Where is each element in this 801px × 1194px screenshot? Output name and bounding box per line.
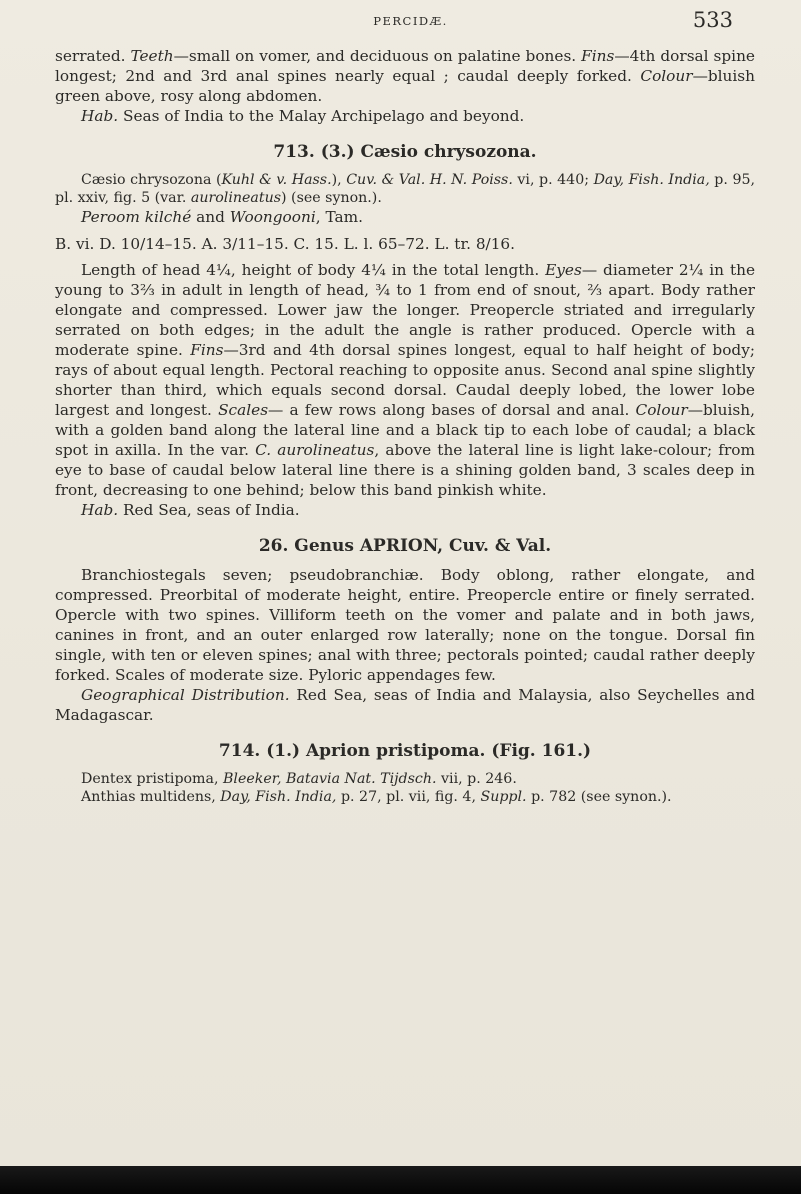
intro-text-3: —4th dorsal spine longest; 2nd and 3rd anal spines nearly equal ; caudal deeply forked. — [55, 47, 755, 85]
geo-text: Red Sea, seas of India and Malaysia, also Seychelles and Madagascar. — [55, 686, 755, 724]
hab-text: Seas of India to the Malay Archipelago and beyond. — [118, 107, 525, 125]
vernacular-name-2: Woongooni — [229, 208, 316, 226]
species-714-title: 714. (1.) Aprion pristipoma. (Fig. 161.) — [218, 741, 592, 761]
synonym-714-2-page: p. 27, pl. vii, fig. 4, — [336, 789, 481, 805]
page-body — [55, 46, 755, 806]
vernacular-language: , Tam. — [315, 208, 363, 226]
desc-length: Length of head 4¼, height of body 4¼ in the total length. — [81, 261, 546, 279]
synonym-2-page: p. 95, pl. xxiv, fig. 5 (var. — [55, 172, 756, 206]
hab-text-2: Red Sea, seas of India. — [118, 501, 300, 519]
variety-name: C. aurolineatus — [255, 441, 375, 459]
continuation-paragraph — [55, 46, 755, 106]
desc-body: — diameter 2¼ in the young to 3⅔ in adult in length of head, ¾ to 1 from end of snout, ⅔ apart. Body rather elongate and compressed. Lower jaw the longer. Preopercle striated and irregularly serrated on both edges; in the adult the angle is rather produced. Opercle with a moderate spine. — [55, 261, 755, 359]
synonym-2-variety: aurolineatus — [190, 190, 281, 206]
geo-label: Geographical Distribution. — [81, 686, 290, 704]
fins-label-2: Fins — [190, 341, 224, 359]
vernacular-names — [55, 207, 755, 227]
eyes-label: Eyes — [545, 261, 582, 279]
bottom-scan-edge — [0, 1166, 801, 1194]
species-713-title: 713. (3.) Cæsio chrysozona. — [273, 142, 537, 162]
hab-label-2: Hab. — [81, 501, 119, 519]
vernacular-and: and — [191, 208, 230, 226]
synonym-1-name: Cæsio chrysozona ( — [81, 172, 222, 188]
page-number: 533 — [692, 8, 733, 32]
synonym-714-2-reference: Day, Fish. India, — [220, 789, 337, 805]
fins-label: Fins — [581, 47, 615, 65]
synonym-714-1 — [55, 770, 755, 788]
synonym-714-1-reference: Bleeker, Batavia Nat. Tijdsch. — [223, 771, 437, 787]
synonym-714-1-name: Dentex pristipoma, — [81, 771, 223, 787]
fin-formula: B. vi. D. 10/14–15. A. 3/11–15. C. 15. L. l. 65–72. L. tr. 8/16. — [55, 235, 516, 253]
scales-label: Scales — [218, 401, 269, 419]
desc-fins: —3rd and 4th dorsal spines longest, equal to half height of body; rays of about equal length. Pectoral reaching to opposite anus. Second anal spine slightly shorter than third, which equals second dorsal. Caudal deeply lobed, the lower lobe largest and longest. — [55, 341, 755, 419]
synonym-1-author: Kuhl & v. Hass. — [221, 172, 332, 188]
desc-variety: , above the lateral line is light lake-colour; from eye to base of caudal below lateral line there is a shining golden band, 3 scales deep in front, decreasing to one behind; below this band pinkish white. — [55, 441, 755, 499]
synonym-2-end: ) (see synon.). — [281, 190, 382, 206]
intro-text-2: —small on vomer, and deciduous on palatine bones. — [173, 47, 582, 65]
synonym-714-2-end: p. 782 (see synon.). — [526, 789, 672, 805]
geographical-distribution — [55, 685, 755, 725]
synonym-1 — [55, 171, 755, 207]
page-header — [60, 8, 761, 38]
synonym-1-page: vi, p. 440; — [512, 172, 594, 188]
intro-text-1: serrated. — [55, 47, 131, 65]
intro-text-4: —bluish green above, rosy along abdomen. — [55, 67, 755, 105]
hab-label: Hab. — [81, 107, 119, 125]
colour-label-2: Colour — [635, 401, 688, 419]
species-713-description — [55, 260, 755, 500]
synonym-2-reference: Day, Fish. India, — [593, 172, 710, 188]
colour-label: Colour — [640, 67, 693, 85]
desc-colour: —bluish, with a golden band along the lateral line and a black tip to each lobe of caudal; a black spot in axilla. In the var. — [55, 401, 755, 459]
desc-scales: — a few rows along bases of dorsal and anal. — [268, 401, 636, 419]
synonym-1-reference: Cuv. & Val. H. N. Poiss. — [346, 172, 513, 188]
genus-26-title: 26. Genus APRION, Cuv. & Val. — [258, 536, 552, 556]
habitat-713 — [55, 500, 755, 520]
synonym-714-2 — [55, 788, 755, 806]
synonym-714-2-name: Anthias multidens, — [81, 789, 221, 805]
synonym-714-1-page: vii, p. 246. — [436, 771, 517, 787]
teeth-label: Teeth — [130, 47, 174, 65]
vernacular-name-1: Peroom kilché — [81, 208, 192, 226]
genus-description: Branchiostegals seven; pseudobranchiæ. Body oblong, rather elongate, and compressed. Preorbital of moderate height, entire. Preopercle entire or finely serrated. Opercle with two spines. Villiform teeth on the vomer and palate and in both jaws, canines in front, and an outer enlarged row laterally; none on the tongue. Dorsal fin single, with ten or eleven spines; anal with three; pectorals pointed; caudal rather deeply forked. Scales of moderate size. Pyloric appendages few. — [55, 566, 755, 684]
synonym-1-sep: ), — [331, 172, 347, 188]
running-head: PERCIDÆ. — [373, 14, 448, 28]
synonym-714-2-suppl: Suppl. — [480, 789, 527, 805]
habitat-line — [55, 106, 755, 126]
